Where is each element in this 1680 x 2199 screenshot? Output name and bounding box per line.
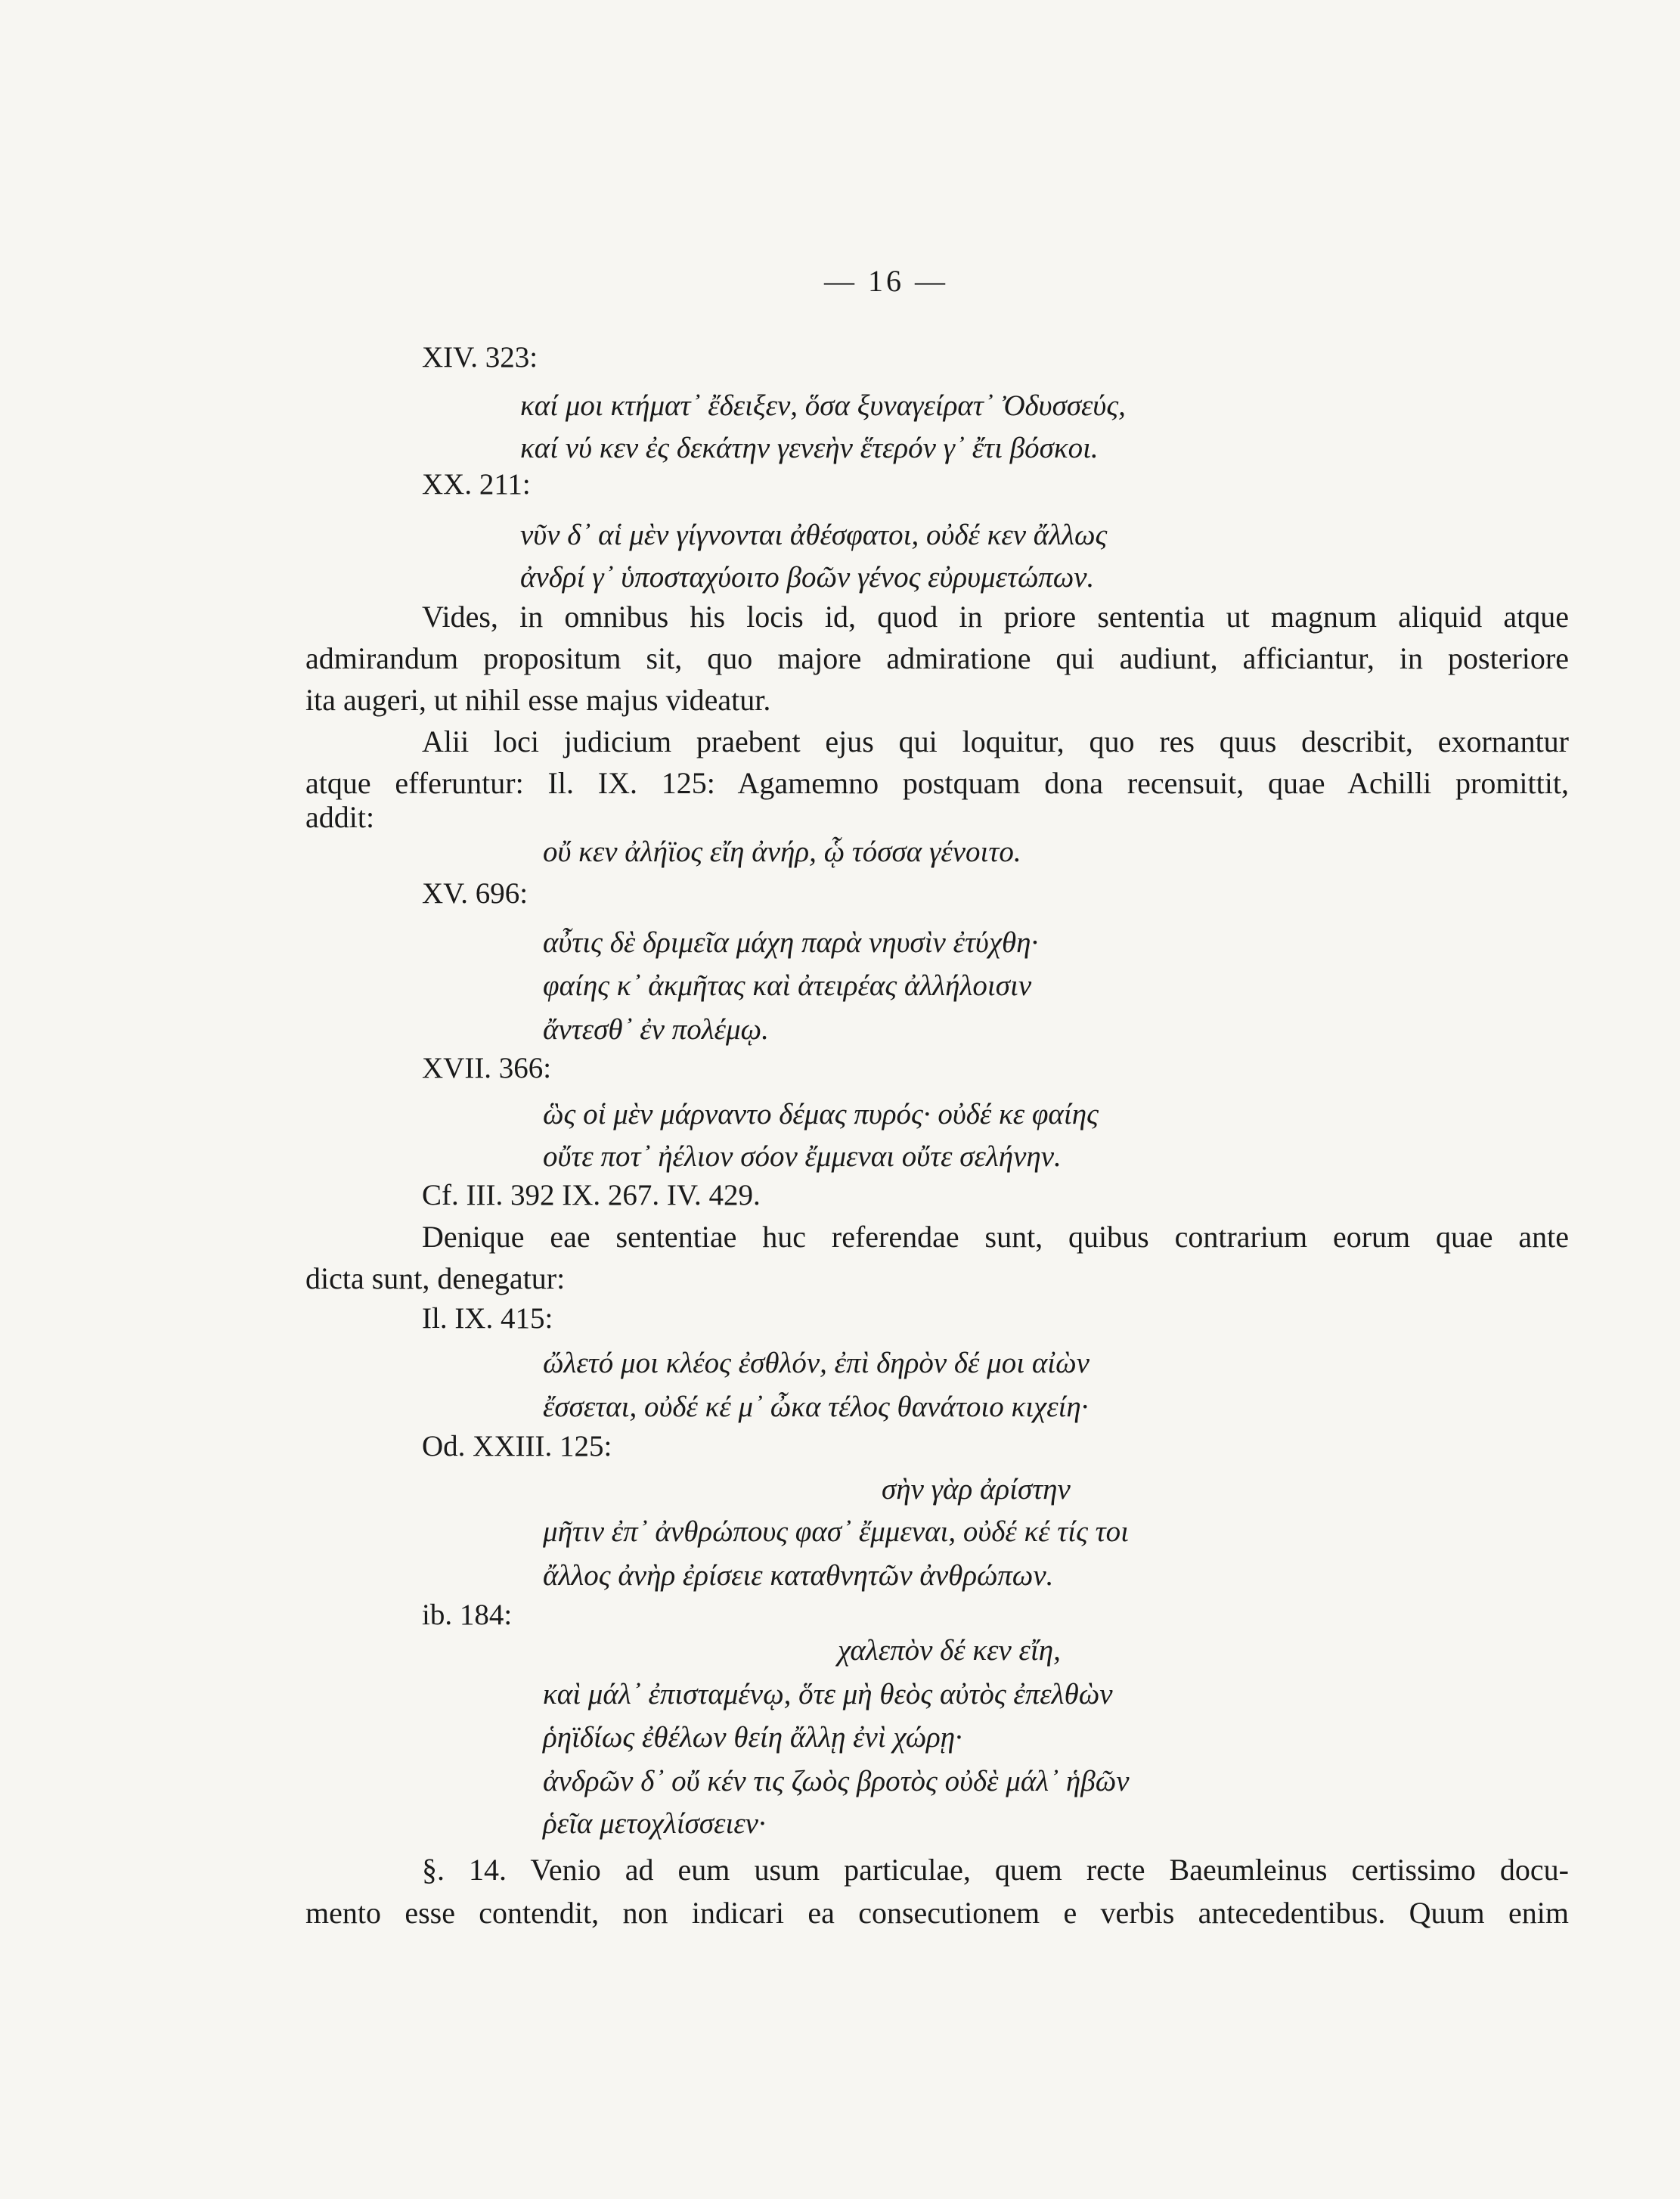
greek-verse: οὔ κεν ἀλήϊος εἴη ἀνήρ, ᾧ τόσσα γένοιτο. xyxy=(543,836,1021,868)
greek-verse: νῦν δ᾽ αἱ μὲν γίγνονται ἀθέσφατοι, οὐδέ κεν ἄλλως xyxy=(520,519,1108,551)
greek-verse: ἄλλος ἀνὴρ ἐρίσειε καταθνητῶν ἀνθρώπων. xyxy=(543,1559,1054,1592)
paragraph-line: Denique eae sententiae huc referendae sunt, quibus contrarium eorum quae ante xyxy=(422,1220,1569,1254)
citation-il-ix-415: Il. IX. 415: xyxy=(422,1302,553,1335)
citation-xiv-323: XIV. 323: xyxy=(422,341,538,374)
paragraph-line: mento esse contendit, non indicari ea consecutionem e verbis antecedentibus. Quum enim xyxy=(305,1896,1569,1930)
greek-verse: ῥεῖα μετοχλίσσειεν· xyxy=(543,1807,766,1840)
greek-verse: ὣς οἱ μὲν μάρναντο δέμας πυρός· οὐδέ κε φαίης xyxy=(543,1098,1099,1131)
paragraph-line: addit: xyxy=(305,800,375,834)
greek-verse: φαίης κ᾽ ἀκμῆτας καὶ ἀτειρέας ἀλλήλοισιν xyxy=(543,969,1032,1002)
greek-verse: οὔτε ποτ᾽ ἠέλιον σόον ἔμμεναι οὔτε σελήνην. xyxy=(543,1140,1062,1173)
citation-xvii-366: XVII. 366: xyxy=(422,1052,552,1084)
greek-verse: ῥηϊδίως ἐθέλων θείη ἄλλῃ ἐνὶ χώρῃ· xyxy=(543,1721,962,1754)
paragraph-line: dicta sunt, denegatur: xyxy=(305,1261,566,1295)
greek-verse: σὴν γὰρ ἀρίστην xyxy=(882,1473,1071,1506)
citation-od-xxiii-125: Od. XXIII. 125: xyxy=(422,1430,612,1462)
greek-verse: καί νύ κεν ἐς δεκάτην γενεὴν ἕτερόν γ᾽ ἔτι βόσκοι. xyxy=(520,432,1099,464)
greek-verse: ἔσσεται, οὐδέ κέ μ᾽ ὦκα τέλος θανάτοιο κιχείη· xyxy=(543,1391,1089,1423)
greek-verse: μῆτιν ἐπ᾽ ἀνθρώπους φασ᾽ ἔμμεναι, οὐδέ κέ τίς τοι xyxy=(543,1515,1129,1548)
paragraph-line: Alii loci judicium praebent ejus qui loquitur, quo res quus describit, exornantur xyxy=(422,724,1569,758)
page-number: — 16 — xyxy=(824,264,948,298)
citation-cf: Cf. III. 392 IX. 267. IV. 429. xyxy=(422,1179,761,1211)
greek-verse: καὶ μάλ᾽ ἐπισταμένῳ, ὅτε μὴ θεὸς αὐτὸς ἐπελθὼν xyxy=(543,1678,1113,1711)
paragraph-line: ita augeri, ut nihil esse majus videatur. xyxy=(305,683,771,717)
greek-verse: χαλεπὸν δέ κεν εἴη, xyxy=(838,1634,1061,1667)
greek-verse: αὖτις δὲ δριμεῖα μάχη παρὰ νηυσὶν ἐτύχθη· xyxy=(543,926,1039,959)
greek-verse: ἀνδρί γ᾽ ὑποσταχύοιτο βοῶν γένος εὐρυμετώπων. xyxy=(520,561,1095,594)
greek-verse: καί μοι κτήματ᾽ ἔδειξεν, ὅσα ξυναγείρατ᾽ Ὀδυσσεύς, xyxy=(520,389,1126,422)
paragraph-line: Vides, in omnibus his locis id, quod in priore sententia ut magnum aliquid atque xyxy=(422,600,1569,634)
paragraph-line: admirandum propositum sit, quo majore admiratione qui audiunt, afficiantur, in posteriore xyxy=(305,641,1569,675)
citation-xx-211: XX. 211: xyxy=(422,468,531,501)
citation-xv-696: XV. 696: xyxy=(422,877,528,910)
paragraph-line: atque efferuntur: Il. IX. 125: Agamemno postquam dona recensuit, quae Achilli promittit, xyxy=(305,766,1569,800)
paragraph-line: §. 14. Venio ad eum usum particulae, quem recte Baeumleinus certissimo docu- xyxy=(422,1853,1569,1887)
greek-verse: ἀνδρῶν δ᾽ οὔ κέν τις ζωὸς βροτὸς οὐδὲ μάλ᾽ ἡβῶν xyxy=(543,1765,1130,1797)
citation-ib-184: ib. 184: xyxy=(422,1599,513,1631)
greek-verse: ὤλετό μοι κλέος ἐσθλόν, ἐπὶ δηρὸν δέ μοι αἰὼν xyxy=(543,1347,1090,1379)
greek-verse: ἄντεσθ᾽ ἐν πολέμῳ. xyxy=(543,1013,769,1046)
